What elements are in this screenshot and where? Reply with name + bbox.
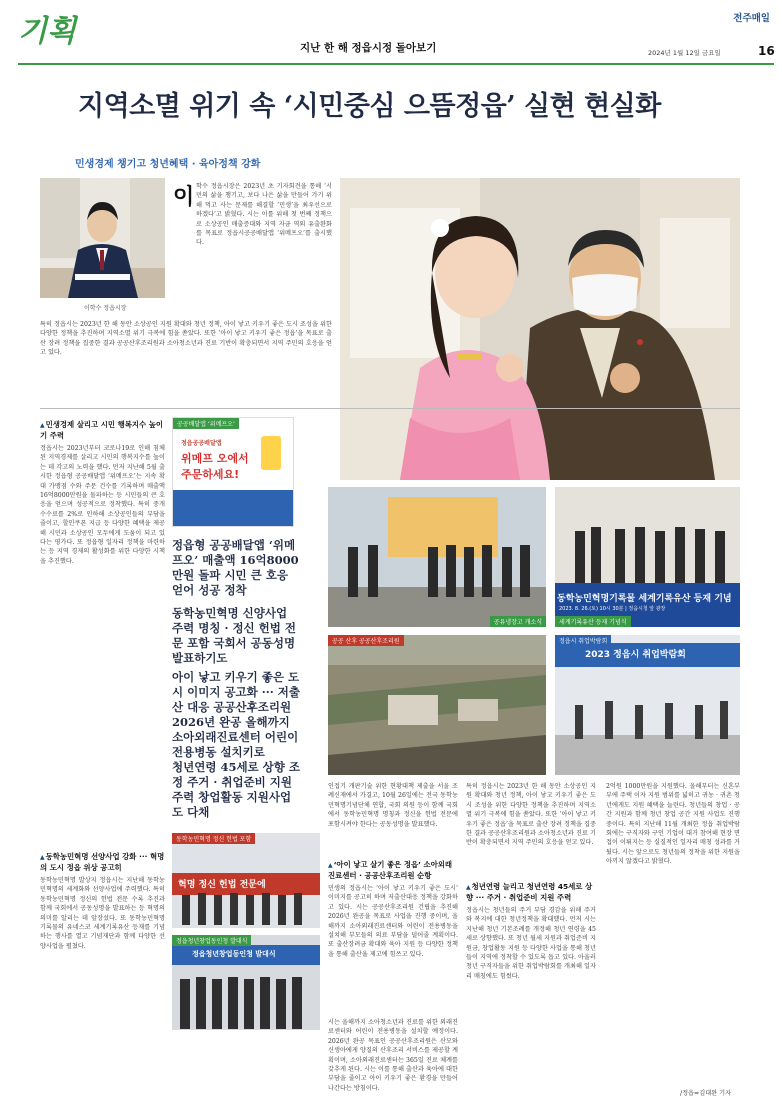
header-rule	[18, 63, 774, 65]
records-ceremony-photo	[555, 487, 740, 627]
festival-caption: 공유냉장고 개소식	[490, 616, 546, 627]
headline-list-item-3: 아이 낳고 키우기 좋은 도시 이미지 공고화 ··· 저출산 대응 공공산후조리원 2026년 완공 올해까지 소아외래진료센터 어린이 전용병동 설치키로	[172, 670, 301, 759]
youth-ceremony-photo	[172, 935, 320, 1030]
section-3-body-continued: 특히 정읍시는 2023년 한 해 동안 소상공인 지원 확대와 청년 정책, 아이 낳고 키우기 좋은 도시 조성을 위한 다양한 정책을 추진하며 지역소멸 위기 극복에 힘을 쏟았다. 또한 ‘아이 낳고 키우기 좋은 정읍’을 목표로 출산 장려 정책을 집중한 결과 공공산후조리원과 소아청소년과 진료 기반이 확충되면서 지역 주민의 호응을 얻고 있다.	[466, 783, 596, 847]
section-4-body: 정읍시는 청년들의 주거 부담 경감을 위해 주거와 복지에 대한 청년정책을 확대했다. 먼저 시는 지난해 청년 기본조례를 개정해 청년 연령을 45세로 상향했다. 또 청년 월세 지원과 취업준비 지원금, 창업활동 지원 등 다양한 사업을 통해 청년들이 지역에 정착할 수 있도록 돕고 있다. 아울러 청년 구직자들을 위한 취업박람회를 개최해 일자리 매칭에도 힘썼다.	[466, 907, 596, 980]
delivery-ad-brand: 정읍공공배달앱	[181, 440, 222, 447]
job-fair-caption: 정읍시 취업박람회	[555, 635, 611, 646]
postpartum-aerial-photo	[328, 635, 546, 775]
section-3-title: ▲ ‘아이 낳고 살기 좋은 정읍’ 소아외래진료센터 · 공공산후조리원 순항	[328, 860, 458, 881]
donghak-photo	[172, 833, 320, 928]
main-photo-father-child	[340, 178, 740, 480]
phone-icon	[261, 436, 281, 470]
column3-top-text: 인접기 개판기술 위한 현황대책 제출을 서울 조례신재에서 가결고, 10월 26일에는 전국 동학농민혁명기념단체 연합, 국회 의원 등이 함께 국회에서 동학농민혁명 명칭과 정신을 헌법 전문에 포함시켜야 한다는 공동성명을 발표했다.	[328, 783, 458, 828]
section-2-title: ▲ 동학농민혁명 선양사업 강화 ··· 혁명의 도시 정읍 위상 공고히	[40, 852, 165, 873]
donghak-caption: 동학농민혁명 정신 헌법 포함	[172, 833, 255, 844]
job-fair-photo	[555, 635, 740, 775]
postpartum-caption: 공공 산후 공공산후조리원	[328, 635, 404, 646]
records-caption: 세계기록유산 등재 기념식	[555, 616, 631, 627]
records-banner: 동학농민혁명기록물 세계기록유산 등재 기념	[557, 594, 732, 604]
section-1-title: ▲ 민생경제 살리고 시민 행복지수 높이기 주력	[40, 420, 165, 441]
delivery-app-caption: 공공배달앱 ‘위메프오’	[173, 418, 239, 429]
section-title: 지난 한 해 정읍시정 돌아보기	[300, 42, 437, 54]
job-fair-banner: 2023 정읍시 취업박람회	[585, 650, 686, 660]
intro-text-continued: 특히 정읍시는 2023년 한 해 동안 소상공인 지원 확대와 청년 정책, 아이 낳고 키우기 좋은 도시 조성을 위한 다양한 정책을 추진하며 지역소멸 위기 극복에 힘을 쏟았다. 또한 ‘아이 낳고 키우기 좋은 정읍’을 목표로 출산 장려 정책을 집중한 결과 공공산후조리원과 소아청소년과 진료 기반이 확충되면서 지역 주민의 호응을 얻고 있다.	[40, 321, 332, 357]
records-banner-sub: 2023. 8. 26.(토) 10시 30분 | 정읍시청 앞 광장	[559, 606, 666, 612]
section-2-body: 동학농민혁명 발상지 정읍시는 지난해 동학농민혁명의 세계화와 선양사업에 주력했다. 특히 동학농민혁명 정신의 헌법 전문 수록 추진과 함께 국회에서 공동성명을 발표하는 등 혁명의 의미를 알리는 데 앞장섰다. 또 동학농민혁명기록물의 유네스코 세계기록유산 등재를 기념하는 행사를 열고 기념재단과 함께 다양한 선양사업을 펼쳤다.	[40, 877, 165, 950]
donghak-banner: 혁명 정신 헌법 전문에	[178, 880, 266, 890]
sub-headline: 민생경제 챙기고 청년혜택 · 육아정책 강화	[75, 159, 261, 170]
column3-bottom-text: 시는 올해까지 소아청소년과 진료를 위한 외래진료센터와 어린이 전용병동을 설치할 예정이다. 2026년 완공 목표인 공공산후조리원은 산모와 신생아에게 양질의 산후조리 서비스를 제공할 계획이며, 소아외래진료센터는 365일 진료 체계를 갖추게 된다. 시는 이를 통해 출산과 육아에 대한 부담을 줄이고 아이 키우기 좋은 환경을 만들어 나간다는 방침이다.	[328, 1019, 458, 1092]
headline-list-item-2: 동학농민혁명 신양사업 주력 명칭 · 정신 헌법 전문 포함 국회서 공동성명 발표하기도	[172, 606, 297, 665]
section-4-title: ▲ 청년연령 늘리고 청년연령 45세로 상향 ··· 주거 · 취업준비 지원 주력	[466, 882, 596, 903]
column4-text: 2억원 1000만원을 지원했다. 올해부터는 신혼부부에 주택 이자 지원 범위를 넓히고 귀농 · 귀촌 청년에게도 지원 혜택을 늘린다. 청년들의 창업 · 공간 지원과 함께 청년 창업 공간 지원 사업도 진행 중이다. 특히 지난해 11월 개최한 정읍 취업박람회에는 구직자와 구인 기업이 대거 참여해 현장 면접이 이뤄지는 등 실질적인 일자리 매칭 성과를 거뒀다. 시는 앞으로도 청년들의 정착을 위한 지원을 아끼지 않겠다고 밝혔다.	[606, 783, 740, 866]
youth-caption: 정읍청년창업동인청 발대식	[172, 935, 251, 946]
byline: /정읍=김대완 기자	[680, 1090, 732, 1097]
headline-list-item-4: 청년연령 45세로 상향 조정 주거 · 취업준비 지원 주력 창업활동 지원사업도 다채	[172, 760, 300, 819]
paper-name: 전주매일	[733, 13, 770, 24]
headline-list-item-1: 정읍형 공공배달앱 ‘위메프오’ 매출액 16억8000만원 돌파 시민 큰 호응 얻어 성공 정착	[172, 538, 299, 597]
page-number: 16	[758, 44, 775, 58]
delivery-ad-line2: 주문하세요!	[181, 468, 240, 481]
section-logo: 기획	[18, 14, 76, 49]
mayor-photo	[40, 178, 165, 298]
delivery-ad-line1: 위메프 오에서	[181, 452, 249, 465]
intro-text: 학수 정읍시장은 2023년 초 기자회견을 통해 ‘시민의 삶을 챙기고, 보다 나은 삶을 만들어 가기 위해 먹고 사는 문제를 해결할 ‘민생’을 최우선으로 하겠다’고 밝혔다. 시는 이를 위해 첫 번째 정책으로 소상공인 매출증대와 지역 자금 역외 유출완화를 목표로 정읍시공공배달앱 ‘위메프오’를 출시했다.	[196, 183, 332, 247]
intro-drop-cap: 이	[173, 184, 195, 210]
delivery-ad-footer	[173, 490, 293, 526]
issue-date: 2024년 1월 12일 금요일	[648, 49, 721, 57]
section-3-body: 민생의 정읍시는 ‘아이 낳고 키우기 좋은 도시’ 이미지를 공고히 하며 저출산대응 정책을 강화하고 있다. 시는 공공산후조리원 건립을 추진해 2026년 완공을 목표로 사업을 진행 중이며, 올해까지 소아외래진료센터와 어린이 전용병동을 설치해 부모들의 의료 부담을 덜어줄 계획이다. 또 출산장려금 확대와 육아 지원 등 다양한 정책을 통해 출산율 제고에 힘쓰고 있다.	[328, 885, 458, 958]
festival-photo	[328, 487, 546, 627]
section-1-body: 정읍시는 2023년부터 코로나19로 인해 침체된 지역경제를 살리고 시민의 행복지수를 높이는 데 각고의 노력을 했다. 먼저 지난해 5월 출시한 정읍형 공공배달앱 ‘위메프오’는 지속 확대 가맹점 수와 주문 건수를 기록하며 매출액 16억8000만원을 돌파하는 등 시민들의 큰 호응을 얻으며 성공적으로 정착했다. 특히 중개수수료를 2%로 인하해 소상공인들의 부담을 줄이고, 할인쿠폰 지급 등 다양한 혜택을 제공해 시민과 소상공인 모두에게 도움이 되고 있다는 평가다. 또 정읍형 일자리 정책을 마련하는 등 지역 경제의 활성화를 위한 다양한 시책을 추진했다.	[40, 445, 165, 565]
divider-upper	[40, 408, 740, 409]
youth-banner: 정읍청년창업동인청 발대식	[192, 950, 276, 958]
page-headline: 지역소멸 위기 속 ‘시민중심 으뜸정읍’ 실현 현실화	[78, 91, 661, 122]
delivery-app-ad	[172, 417, 294, 527]
mayor-caption: 이학수 정읍시장	[84, 305, 127, 312]
